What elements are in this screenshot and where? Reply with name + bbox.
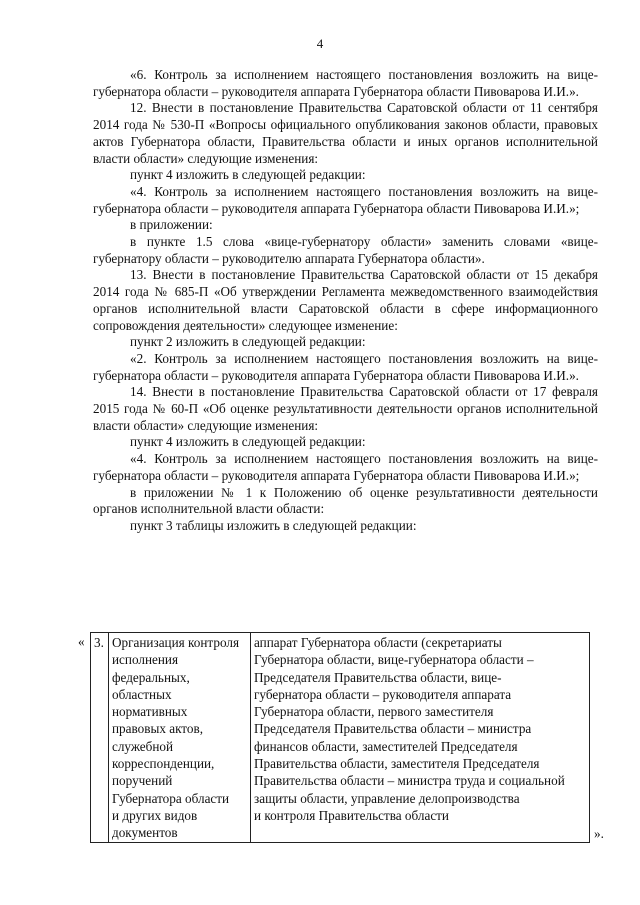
table-name-line: областных <box>112 686 172 702</box>
table-executor-line: Правительства области, заместителя Председателя <box>254 756 540 772</box>
table-name-line: исполнения <box>112 652 179 668</box>
paragraph-item-12-intro: пункт 4 изложить в следующей редакции: <box>130 167 366 183</box>
table-name-line: Губернатора области <box>112 790 230 806</box>
paragraph-quote-item-6: «6. Контроль за исполнением настоящего постановления возложить на вице-губернатора области – руководителя аппарата Губернатора области Пивоварова И.И.». <box>93 67 598 99</box>
paragraph-item-13-intro: пункт 2 изложить в следующей редакции: <box>130 334 366 350</box>
paragraph-item-14-appendix: в приложении № 1 к Положению об оценке результативности деятельности органов исполнительной власти области: <box>93 484 598 517</box>
replacement-table <box>90 632 590 843</box>
table-cell-executor <box>251 633 590 843</box>
table-executor-line: Губернатора области, первого заместителя <box>254 704 494 720</box>
table-executor-line: финансов области, заместителей Председателя <box>254 738 518 754</box>
table-name-line: Организация контроля <box>112 635 240 650</box>
paragraph-item-12-quote: «4. Контроль за исполнением настоящего постановления возложить на вице-губернатора области – руководителя аппарата Губернатора области Пивоварова И.И.»; <box>93 183 598 216</box>
table-executor-line: Правительства области – министра труда и социальной <box>254 773 565 789</box>
paragraph-item-13-quote: «2. Контроль за исполнением настоящего постановления возложить на вице-губернатора области – руководителя аппарата Губернатора области Пивоварова И.И.». <box>93 350 598 383</box>
document-body <box>93 67 598 535</box>
table-name-line: документов <box>112 825 178 841</box>
paragraph-item-14: 14. Внести в постановление Правительства Саратовской области от 17 февраля 2015 года № 60-П «Об оценке результативности деятельности органов исполнительной власти области» следующие изменения: <box>93 384 598 433</box>
paragraph-item-12-clause: в пункте 1.5 слова «вице-губернатору области» заменить словами «вице-губернатору области – руководителю аппарата Губернатора области». <box>93 234 598 266</box>
paragraph-item-14-intro: пункт 4 изложить в следующей редакции: <box>130 434 366 450</box>
table-name-line: служебной <box>112 738 174 754</box>
paragraph-item-14-table-intro: пункт 3 таблицы изложить в следующей редакции: <box>130 517 417 533</box>
table-name-line: поручений <box>112 773 173 789</box>
table-executor-line: аппарат Губернатора области (секретариаты <box>254 635 502 650</box>
table-name-line: корреспонденции, <box>112 756 215 772</box>
paragraph-item-13: 13. Внести в постановление Правительства Саратовской области от 15 декабря 2014 года № 685-П «Об утверждении Регламента межведомственного взаимодействия органов исполнительной власти Саратовской области в сфере информационного сопровождения деятельности» следующее изменение: <box>93 267 598 333</box>
table-name-line: федеральных, <box>112 669 190 685</box>
table-name-line: и других видов <box>112 807 198 823</box>
table-name-line: нормативных <box>112 704 188 720</box>
table-executor-line: губернатора области – руководителя аппарата <box>254 686 512 702</box>
page-number: 4 <box>316 36 324 51</box>
table-executor-line: и контроля Правительства области <box>254 807 449 823</box>
paragraph-item-14-quote: «4. Контроль за исполнением настоящего постановления возложить на вице-губернатора области – руководителя аппарата Губернатора области Пивоварова И.И.»; <box>93 451 598 483</box>
paragraph-item-12-appendix: в приложении: <box>130 217 213 233</box>
table-block <box>78 632 618 842</box>
table-executor-line: защиты области, управление делопроизводства <box>254 790 520 806</box>
table-executor-line: Председателя Правительства области, вице- <box>254 669 502 685</box>
table-executor-line: Губернатора области, вице-губернатора области – <box>254 652 534 668</box>
table-executor-line: Председателя Правительства области – министра <box>254 721 532 737</box>
table-name-line: правовых актов, <box>112 721 204 737</box>
table-open-quote: « <box>78 634 85 649</box>
table-cell-number: 3. <box>91 633 109 843</box>
table-cell-name <box>109 633 251 843</box>
table-row <box>91 633 590 843</box>
paragraph-item-12: 12. Внести в постановление Правительства Саратовской области от 11 сентября 2014 года № 530-П «Вопросы официального опубликования законов области, правовых актов Губернатора области, Правительства области и иных органов исполнительной власти области» следующие изменения: <box>93 100 598 166</box>
table-close-quote: ». <box>594 826 604 841</box>
